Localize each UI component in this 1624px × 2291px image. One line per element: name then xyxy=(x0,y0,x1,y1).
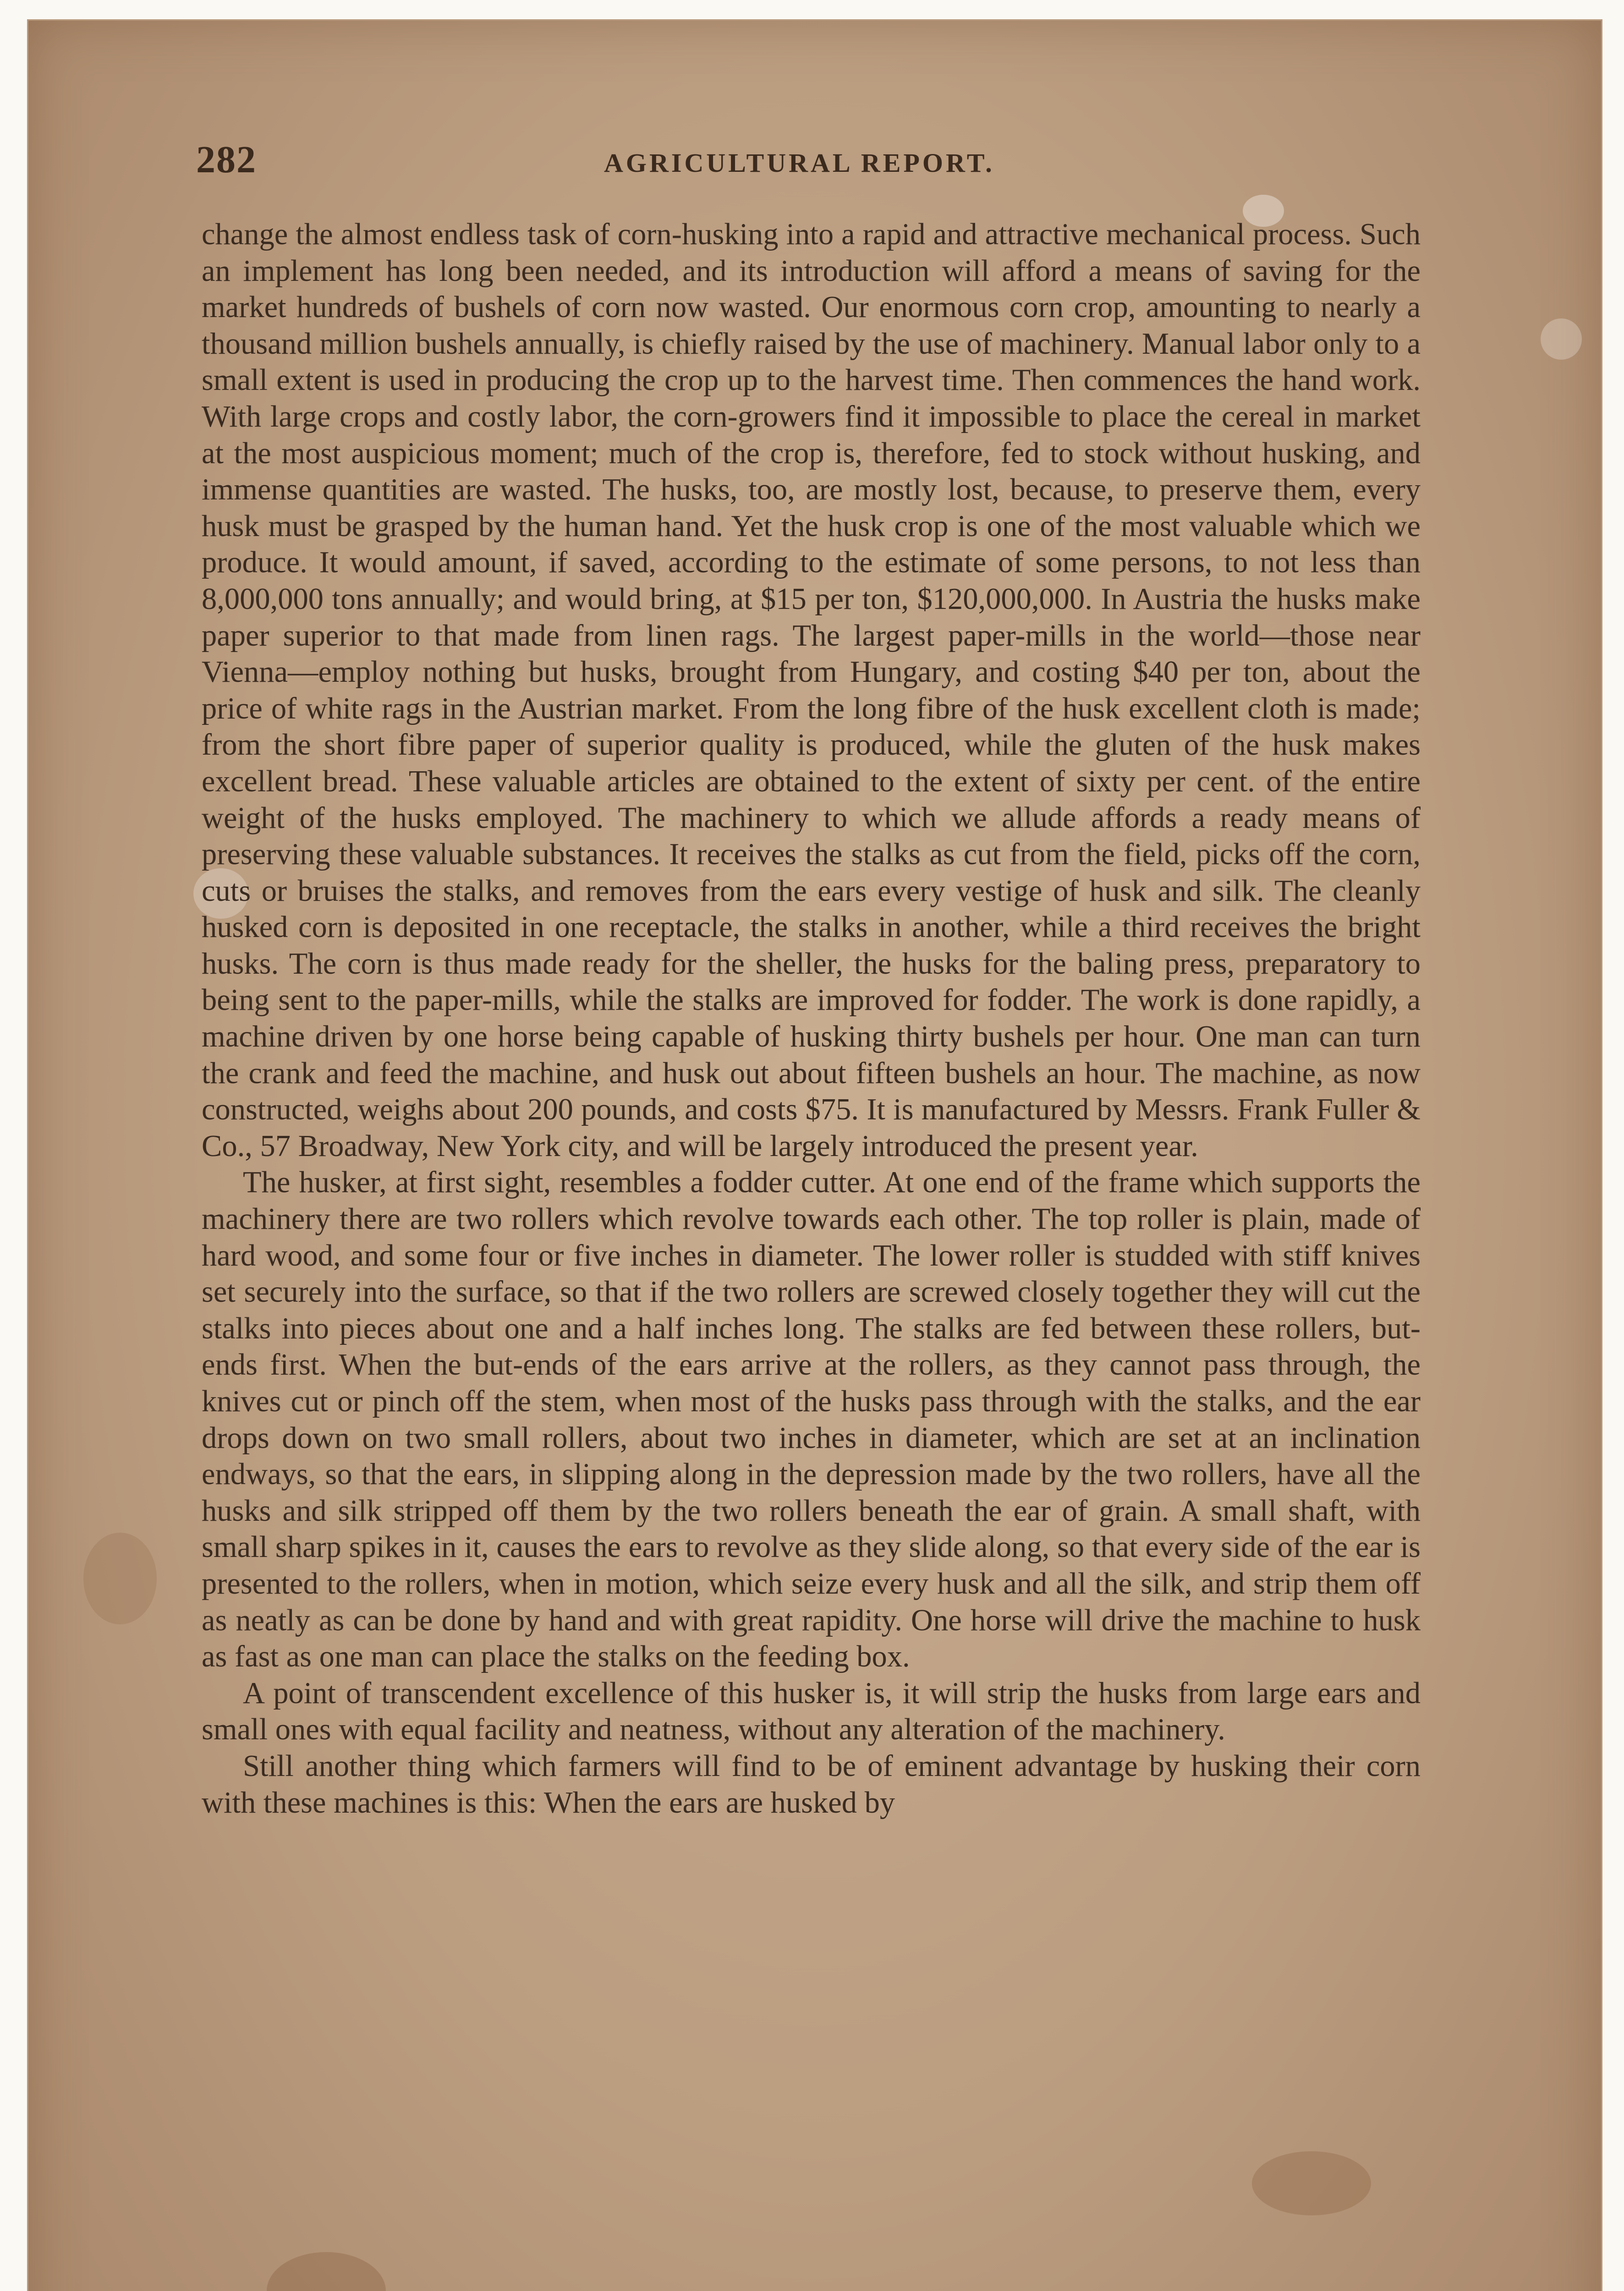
paper-stain xyxy=(267,2252,386,2291)
page-number: 282 xyxy=(196,138,257,181)
page-header xyxy=(196,137,1433,197)
paper-stain xyxy=(1252,2151,1371,2215)
paper-stain xyxy=(1541,318,1582,360)
body-text xyxy=(202,216,1421,1821)
paragraph: A point of transcendent excellence of this husker is, it will strip the husks from large ears and small ones with equal facility and neatness, without any alteration of the machinery. xyxy=(202,1676,1421,1747)
paragraph: change the almost endless task of corn-husking into a rapid and attractive mechanical process. Such an implement has long been needed, and its introduction will afford a means of saving for the market hundreds of bushels of corn now wasted. Our enormous corn crop, amounting to nearly a thousand million bushels annually, is chiefly raised by the use of machinery. Manual labor only to a small extent is used in producing the crop up to the harvest time. Then commences the hand work. With large crops and costly labor, the corn-growers find it impossible to place the cereal in market at the most auspicious moment; much of the crop is, therefore, fed to stock without husking, and immense quantities are wasted. The husks, too, are mostly lost, because, to preserve them, every husk must be grasped by the human hand. Yet the husk crop is one of the most valuable which we produce. It would amount, if saved, according to the estimate of some persons, to not less than 8,000,000 tons annually; and would bring, at $15 per ton, $120,000,000. In Austria the husks make paper superior to that made from linen rags. The largest paper-mills in the world—those near Vienna—employ nothing but husks, brought from Hungary, and costing $40 per ton, about the price of white rags in the Austrian market. From the long fibre of the husk excellent cloth is made; from the short fibre paper of superior quality is produced, while the gluten of the husk makes excellent bread. These valuable articles are obtained to the extent of sixty per cent. of the entire weight of the husks employed. The machinery to which we allude affords a ready means of preserving these valuable substances. It receives the stalks as cut from the field, picks off the corn, cuts or bruises the stalks, and removes from the ears every vestige of husk and silk. The cleanly husked corn is deposited in one receptacle, the stalks in another, while a third receives the bright husks. The corn is thus made ready for the sheller, the husks for the baling press, preparatory to being sent to the paper-mills, while the stalks are improved for fodder. The work is done rapidly, a machine driven by one horse being capable of husking thirty bushels per hour. One man can turn the crank and feed the machine, and husk out about fifteen bushels an hour. The machine, as now constructed, weighs about 200 pounds, and costs $75. It is manufactured by Messrs. Frank Fuller & Co., 57 Broadway, New York city, and will be largely introduced the present year. xyxy=(202,218,1421,1163)
running-head: AGRICULTURAL REPORT. xyxy=(604,148,995,178)
paper-stain xyxy=(83,1533,157,1624)
paragraph: Still another thing which farmers will find to be of eminent advantage by husking their corn with these machines is this: When the ears are husked by xyxy=(202,1749,1421,1820)
paragraph: The husker, at first sight, resembles a fodder cutter. At one end of the frame which supports the machinery there are two rollers which revolve towards each other. The top roller is plain, made of hard wood, and some four or five inches in diameter. The lower roller is studded with stiff knives set securely into the surface, so that if the two rollers are screwed closely together they will cut the stalks into pieces about one and a half inches long. The stalks are fed between these rollers, but-ends first. When the but-ends of the ears arrive at the rollers, as they cannot pass through, the knives cut or pinch off the stem, when most of the husks pass through with the stalks, and the ear drops down on two small rollers, about two inches in diameter, which are set at an inclination endways, so that the ears, in slipping along in the depression made by the two rollers, have all the husks and silk stripped off them by the two rollers beneath the ear of grain. A small shaft, with small sharp spikes in it, causes the ears to revolve as they slide along, so that every side of the ear is presented to the rollers, when in motion, which seize every husk and all the silk, and strip them off as neatly as can be done by hand and with great rapidity. One horse will drive the machine to husk as fast as one man can place the stalks on the feeding box. xyxy=(202,1166,1421,1674)
